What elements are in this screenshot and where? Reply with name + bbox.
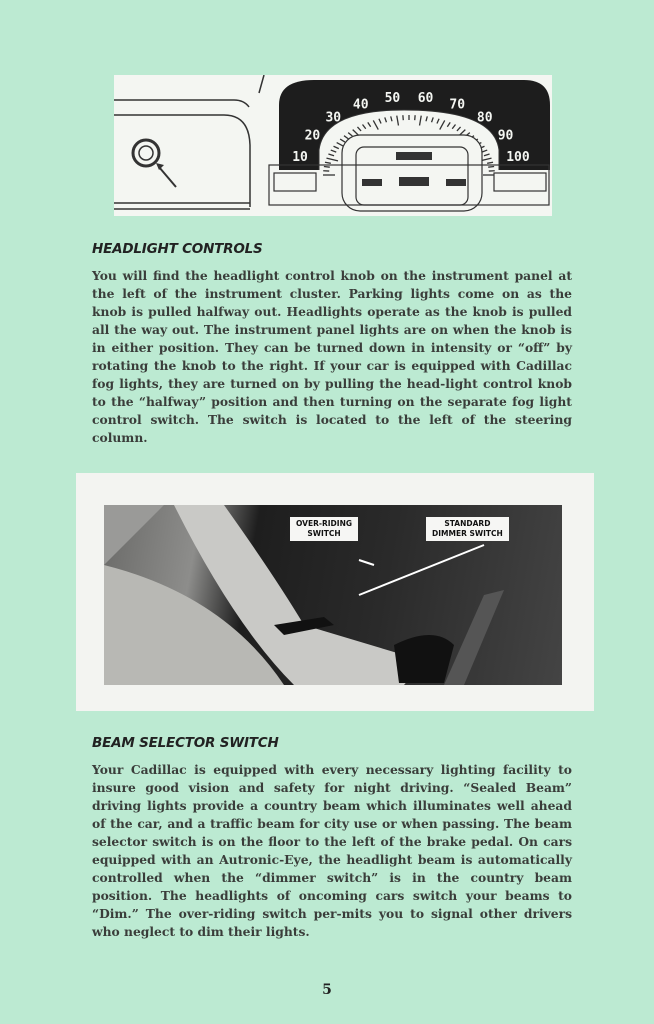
over-riding-switch-label [290,517,358,541]
speedometer-number: 40 [352,97,369,113]
instrument-panel-illustration [114,75,552,216]
speedometer-number: 70 [449,97,466,113]
speedometer-tick [324,166,330,167]
speedometer-number: 100 [506,149,530,165]
speedometer-number: 20 [304,128,321,144]
speedometer-number: 30 [325,110,342,126]
speedometer-number: 90 [497,128,514,144]
section-heading-beam-selector-switch: BEAM SELECTOR SWITCH [92,735,279,751]
speedometer-tick [488,166,494,167]
label-line: STANDARD [444,519,491,528]
beam-selector-paragraph: Your Cadillac is equipped with every necessary lighting facility to insure good vision and safety for night driving. “Sealed Beam” driving lights provide a country beam which illuminates well ahead of the car, and a traffic beam for city use or when passing. The beam selector switch is on the floor to the left of the brake pedal. On cars equipped with an Autronic-Eye, the headlight beam is automatically controlled when the “dimmer switch” is in the country beam position. The headlights of oncoming cars switch your beams to “Dim.” The over-riding switch per-mits you to signal other drivers who neglect to dim their lights. [92,762,572,939]
speedometer-number: 50 [384,90,401,106]
label-line: DIMMER SWITCH [432,529,503,538]
speedometer-number: 110 [509,172,533,188]
speedometer-number: 60 [417,90,434,106]
section-heading-headlight-controls: HEADLIGHT CONTROLS [92,241,263,257]
label-line: OVER-RIDING [296,519,353,528]
speedometer-number: 80 [476,110,493,126]
speedometer-number: 10 [292,149,308,165]
headlight-controls-paragraph: You will find the headlight control knob on the instrument panel at the left of the instrument cluster. Parking lights come on as the knob is pulled halfway out. Headlights operate as the knob is pulled all the way out. The instrument panel lights are on when the knob is in either position. They can be turned down in intensity or “off” by rotating the knob to the right. If your car is equipped with Cadillac fog lights, they are turned on by pulling the head-light control knob to the “halfway” position and then turning on the separate fog light control switch. The switch is located to the left of the steering column. [92,268,572,445]
instrument-panel-drawing [114,75,552,216]
speedometer-number: 0 [293,172,302,188]
page-number: 5 [322,982,332,998]
floor-pedals-photo [104,505,562,685]
standard-dimmer-switch-label [426,517,509,541]
photo-frame [76,473,594,711]
label-line: SWITCH [307,529,341,538]
